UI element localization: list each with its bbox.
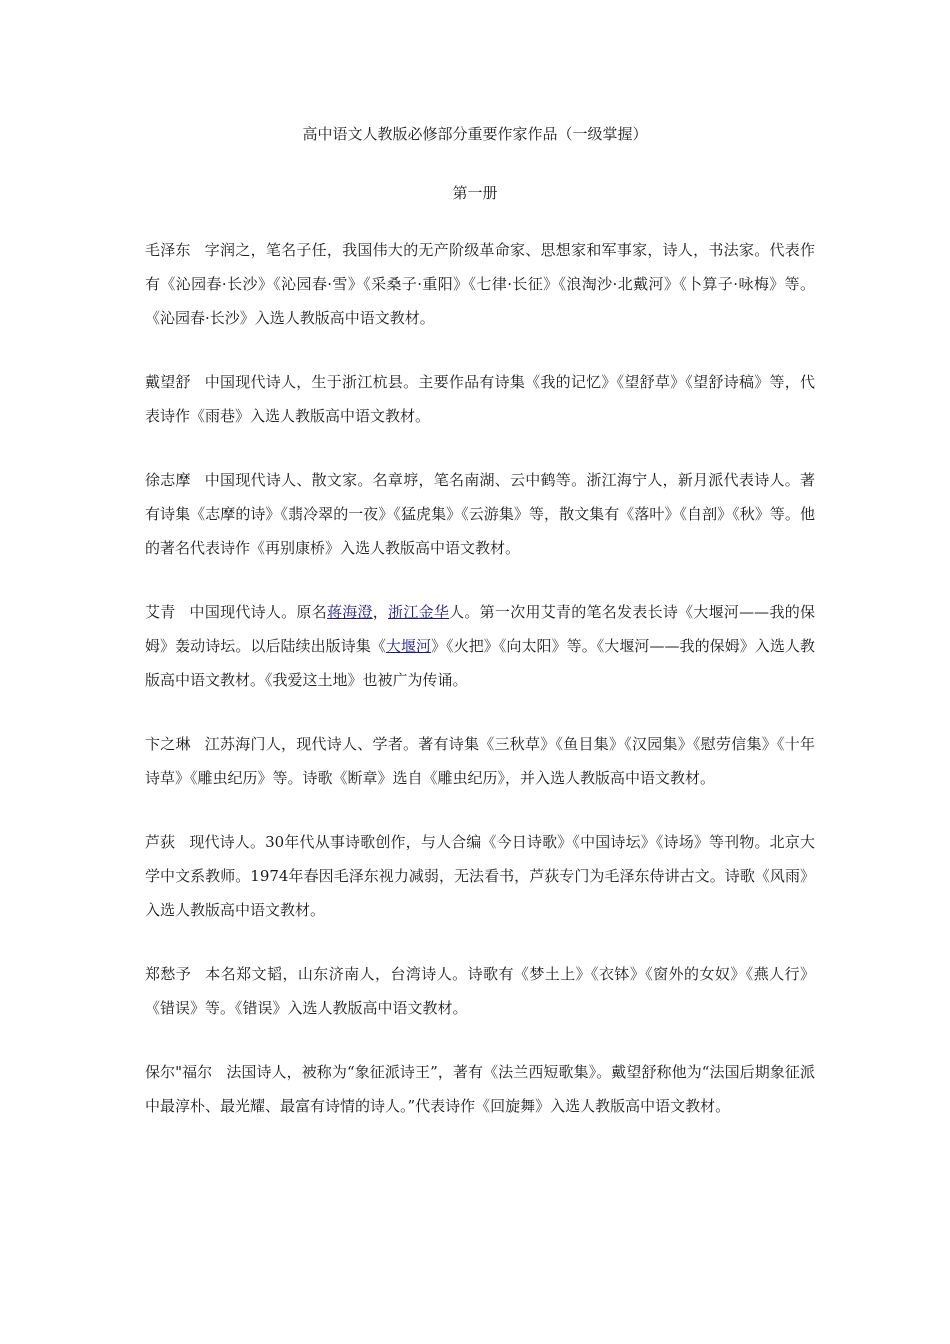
author-description: 法国诗人，被称为“象征派诗王”，著有《法兰西短歌集》。戴望舒称他为“法国后期象征派中最淳朴、最光耀、最富有诗情的诗人。”代表诗作《回旋舞》入选人教版高中语文教材。 [145,1063,816,1115]
author-description: 字润之，笔名子任，我国伟大的无产阶级革命家、思想家和军事家，诗人，书法家。代表作有《沁园春·长沙》《沁园春·雪》《采桑子·重阳》《七律·长征》《浪淘沙·北戴河》《卜算子·咏梅》等。《沁园春·长沙》入选人教版高中语文教材。 [145,241,815,327]
entry-ai-qing [145,595,815,697]
author-name: 保尔"福尔 [145,1063,213,1081]
author-name: 毛泽东 [145,241,191,259]
volume-heading: 第一册 [452,184,498,202]
author-description: 本名郑文韬，山东济南人，台湾诗人。诗歌有《梦土上》《衣钵》《窗外的女奴》《燕人行》《错误》等。《错误》入选人教版高中语文教材。 [145,965,815,1017]
entry-zheng-chouyu [145,957,815,1025]
author-description: 中国现代诗人，生于浙江杭县。主要作品有诗集《我的记忆》《望舒草》《望舒诗稿》等，代表诗作《雨巷》入选人教版高中语文教材。 [145,373,815,425]
author-description: 江苏海门人，现代诗人、学者。著有诗集《三秋草》《鱼目集》《汉园集》《慰劳信集》《十年诗草》《雕虫纪历》等。诗歌《断章》选自《雕虫纪历》，并入选人教版高中语文教材。 [145,735,815,787]
document-title: 高中语文人教版必修部分重要作家作品（一级掌握） [302,125,648,143]
entry-paul-fort [145,1055,815,1123]
author-name: 郑愁予 [145,965,192,983]
author-entries [145,233,815,1153]
author-description: 中国现代诗人、散文家。名章垿，笔名南湖、云中鹤等。浙江海宁人，新月派代表诗人。著有诗集《志摩的诗》《翡冷翠的一夜》《猛虎集》《云游集》等，散文集有《落叶》《自剖》《秋》等。他的著名代表诗作《再别康桥》入选人教版高中语文教材。 [145,471,815,557]
entry-lu-di [145,825,815,927]
author-name: 徐志摩 [145,471,191,489]
link-jiang-haicheng[interactable]: 蒋海澄 [326,603,373,621]
description-text: ， [372,603,389,621]
link-dayanhe[interactable]: 大堰河 [385,637,432,655]
description-text: 人。第一次用艾青的笔名发表长诗《大堰河——我的保姆》轰动诗坛。以后陆续出版诗集《 [145,603,815,655]
author-name: 艾青 [145,603,176,621]
author-name: 芦荻 [145,833,176,851]
entry-mao-zedong [145,233,815,335]
author-description: 现代诗人。30年代从事诗歌创作，与人合编《今日诗歌》《中国诗坛》《诗场》等刊物。北京大学中文系教师。1974年春因毛泽东视力减弱，无法看书，芦荻专门为毛泽东侍讲古文。诗歌《风雨》入选人教版高中语文教材。 [145,833,815,919]
entry-xu-zhimo [145,463,815,565]
entry-dai-wangshu [145,365,815,433]
author-name: 卞之琳 [145,735,191,753]
entry-bian-zhilin [145,727,815,795]
author-name: 戴望舒 [145,373,191,391]
description-text: 中国现代诗人。原名 [189,603,327,621]
link-zhejiang-jinhua[interactable]: 浙江金华 [388,603,450,621]
description-text: 》《火把》《向太阳》等。《大堰河——我的保姆》入选人教版高中语文教材。《我爱这土地》也被广为传诵。 [145,637,815,689]
